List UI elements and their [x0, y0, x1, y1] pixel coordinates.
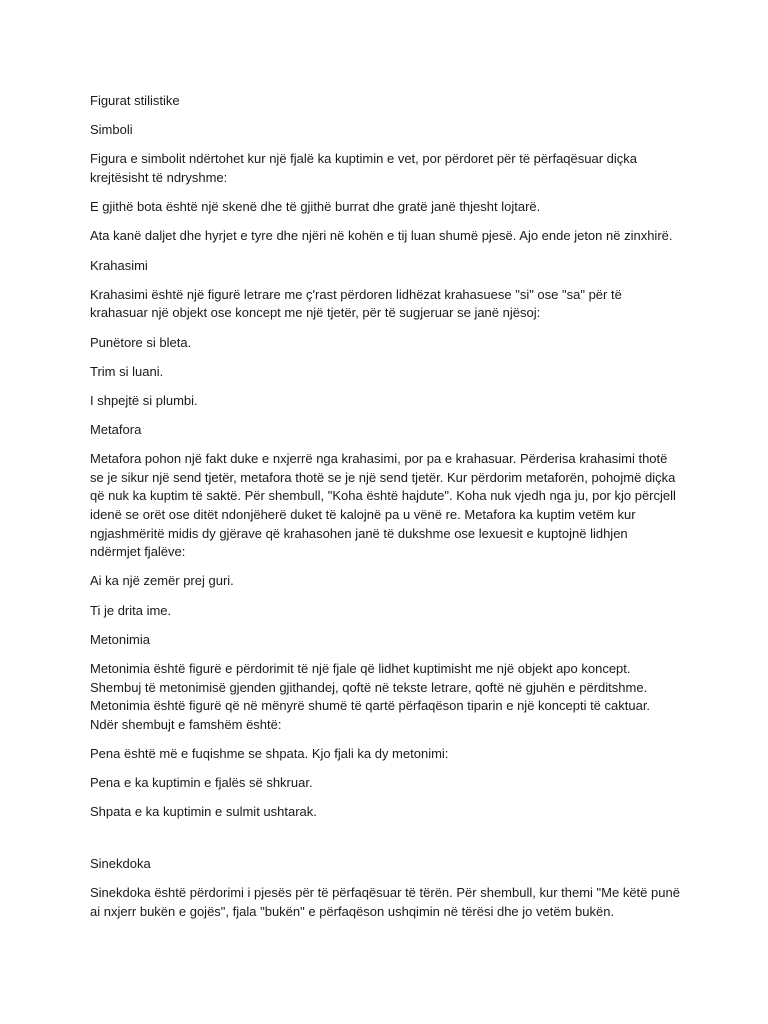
paragraph: Ti je drita ime.: [90, 602, 172, 618]
paragraph: Figura e simbolit ndërtohet kur një fjalë ka kuptimin e vet, por përdoret për të përfaqësuar diçka krejtësisht të ndryshme:: [90, 151, 638, 185]
paragraph: Pena e ka kuptimin e fjalës së shkruar.: [90, 775, 313, 791]
section-heading-metonimia: Metonimia: [90, 631, 150, 647]
document-title: Figurat stilistike: [90, 93, 180, 108]
paragraph: Metafora pohon një fakt duke e nxjerrë nga krahasimi, por pa e krahasuar. Përderisa krahasimi thotë se je sikur një send tjetër, metafora thotë se je një send tjetër. Kur përdorim metaforën, pohojmë diçka që nuk ka kuptim të saktë. Për shembull, "Koha është hajdute". Koha nuk vjedh nga ju, por kjo përcjell idenë se orët ose ditët ndonjëherë duket të kalojnë pa u vënë re. Metafora ka kuptim vetëm kur ngjashmëritë midis dy gjërave që krahasohen janë të dukshme ose lexuesit e kuptojnë lidhjen ndërmjet fjalëve:: [90, 451, 676, 560]
paragraph: Krahasimi është një figurë letrare me ç'rast përdoren lidhëzat krahasuese "si" ose "sa" për të krahasuar një objekt ose koncept me një tjetër, për të sugjeruar se janë njësoj:: [90, 286, 622, 321]
section-heading-metafora: Metafora: [90, 422, 142, 438]
paragraph: Pena është më e fuqishme se shpata. Kjo fjali ka dy metonimi:: [90, 745, 449, 761]
paragraph: Trim si luani.: [90, 363, 164, 379]
document-page: [90, 92, 680, 932]
paragraph: E gjithë bota është një skenë dhe të gjithë burrat dhe gratë janë thjesht lojtarë.: [90, 199, 541, 215]
section-heading-sinekdoka: Sinekdoka: [90, 855, 151, 871]
paragraph: Punëtore si bleta.: [90, 334, 192, 350]
paragraph: I shpejtë si plumbi.: [90, 392, 198, 408]
paragraph: Ai ka një zemër prej guri.: [90, 573, 234, 589]
paragraph: Shpata e ka kuptimin e sulmit ushtarak.: [90, 804, 317, 820]
paragraph: Sinekdoka është përdorimi i pjesës për të përfaqësuar të tërën. Për shembull, kur themi "Me këtë punë ai nxjerr bukën e gojës", fjala "bukën" e përfaqëson ushqimin në tërësi dhe jo vetëm bukën.: [90, 885, 680, 919]
paragraph: Ata kanë daljet dhe hyrjet e tyre dhe njëri në kohën e tij luan shumë pjesë. Ajo ende jeton në zinxhirë.: [90, 228, 673, 244]
paragraph: Metonimia është figurë e përdorimit të një fjale që lidhet kuptimisht me një objekt apo koncept. Shembuj të metonimisë gjenden gjithandej, qoftë në tekste letrare, qoftë në gjuhën e përditshme. Metonimia është figurë që në mënyrë shumë të qartë përfaqëson tiparin e një koncepti të caktuar. Ndër shembujt e famshëm është:: [90, 660, 651, 732]
section-heading-simboli: Simboli: [90, 122, 133, 138]
section-heading-krahasimi: Krahasimi: [90, 257, 148, 273]
